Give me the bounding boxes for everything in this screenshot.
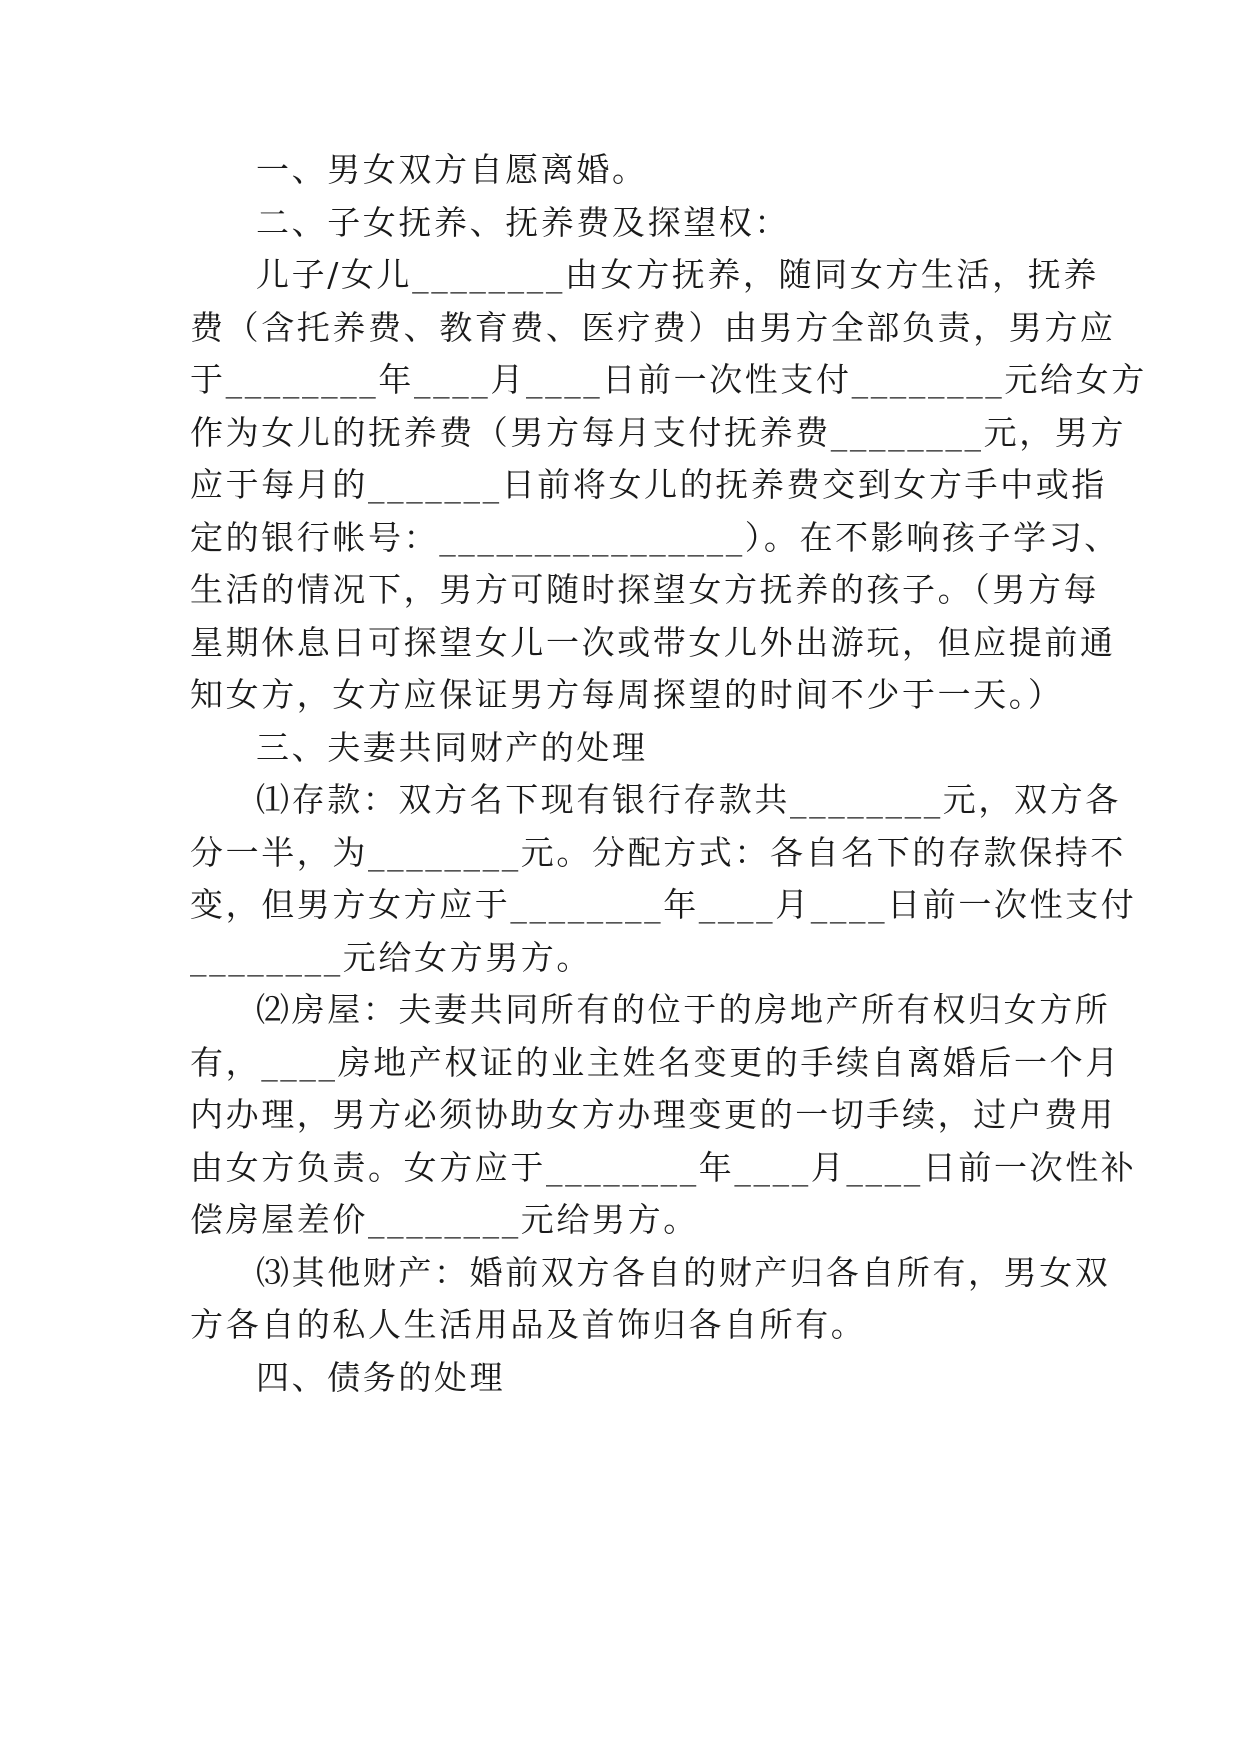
section-heading-1: 一、男女双方自愿离婚。 [256,150,648,189]
section-heading-2: 二、子女抚养、抚养费及探望权： [256,203,790,242]
paragraph-line: 分一半，为________元。分配方式：各自名下的存款保持不 [190,833,1126,872]
paragraph-line: 方各自的私人生活用品及首饰归各自所有。 [190,1305,867,1344]
paragraph-line: 作为女儿的抚养费（男方每月支付抚养费________元，男方 [190,413,1126,452]
paragraph-line: ________元给女方男方。 [190,938,592,977]
paragraph-line: 偿房屋差价________元给男方。 [190,1200,699,1239]
paragraph-line: 生活的情况下，男方可随时探望女方抚养的孩子。（男方每 [190,570,1100,609]
paragraph-line: 内办理，男方必须协助女方办理变更的一切手续，过户费用 [190,1095,1116,1134]
paragraph-line: 有，____房地产权证的业主姓名变更的手续自离婚后一个月 [190,1043,1121,1082]
paragraph-line: 儿子/女儿________由女方抚养，随同女方生活，抚养 [256,255,1099,294]
paragraph-line: ⑴存款：双方名下现有银行存款共________元，双方各 [256,780,1121,819]
section-heading-3: 三、夫妻共同财产的处理 [256,728,648,767]
paragraph-line: ⑶其他财产：婚前双方各自的财产归各自所有，男女双 [256,1253,1111,1292]
paragraph-line: 费（含托养费、教育费、医疗费）由男方全部负责，男方应 [190,308,1116,347]
paragraph-line: 星期休息日可探望女儿一次或带女儿外出游玩，但应提前通 [190,623,1116,662]
paragraph-line: 应于每月的_______日前将女儿的抚养费交到女方手中或指 [190,465,1107,504]
section-heading-4: 四、债务的处理 [256,1358,506,1397]
paragraph-line: 知女方，女方应保证男方每周探望的时间不少于一天。） [190,675,1064,714]
paragraph-line: 定的银行帐号：________________）。在不影响孩子学习、 [190,518,1120,557]
paragraph-line: 于________年____月____日前一次性支付________元给女方 [190,360,1147,399]
paragraph-line: ⑵房屋：夫妻共同所有的位于的房地产所有权归女方所 [256,990,1111,1029]
paragraph-line: 变，但男方女方应于________年____月____日前一次性支付 [190,885,1137,924]
paragraph-line: 由女方负责。女方应于________年____月____日前一次性补 [190,1148,1137,1187]
